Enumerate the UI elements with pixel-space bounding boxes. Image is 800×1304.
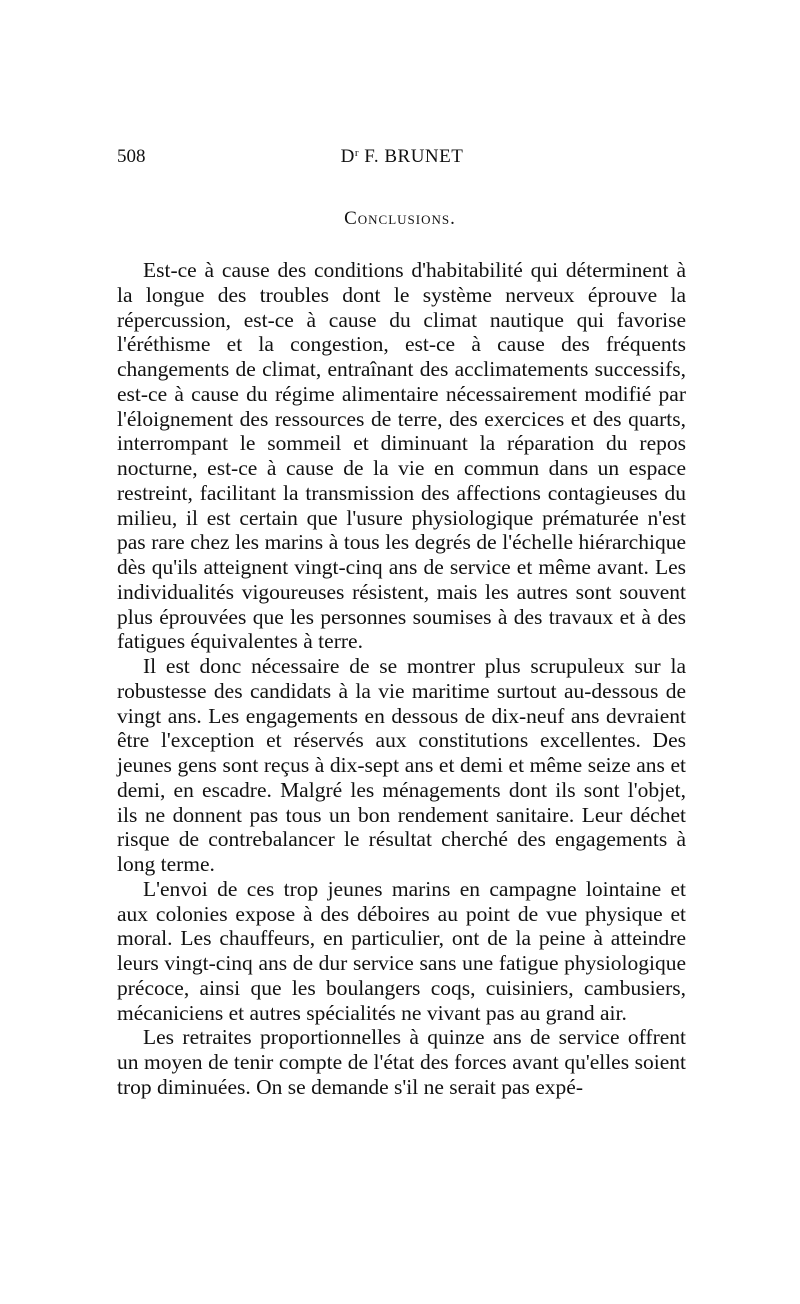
author-prefix: D xyxy=(340,146,355,167)
author-name: F. BRUNET xyxy=(359,146,464,167)
running-head xyxy=(117,146,687,168)
paragraph-4: Les retraites proportionnelles à quinze ans de service offrent un moyen de tenir compte de l'état des forces avant qu'elles soient trop diminuées. On se demande s'il ne serait pas expé- xyxy=(117,1025,686,1099)
section-title: Conclusions. xyxy=(344,208,456,229)
paragraph-3: L'envoi de ces trop jeunes marins en campagne lointaine et aux colonies expose à des déboires au point de vue physique et moral. Les chauffeurs, en particulier, ont de la peine à atteindre leurs vingt-cinq ans de dur service sans une fatigue physiologique précoce, ainsi que les boulangers coqs, cuisiniers, cambusiers, mécaniciens et autres spécialités ne vivant pas au grand air. xyxy=(117,876,686,1025)
page-number: 508 xyxy=(117,146,146,167)
author-prefix-superscript: r xyxy=(354,147,360,159)
paragraph-1: Est-ce à cause des conditions d'habitabilité qui déterminent à la longue des troubles dont le système nerveux éprouve la répercussion, est-ce à cause du climat nautique qui favorise l'éréthisme et la congestion, est-ce à cause des fréquents changements de climat, entraînant des acclimatements successifs, est-ce à cause du régime alimentaire nécessairement modifié par l'éloignement des ressources de terre, des exercices et des quarts, interrompant le sommeil et diminuant la réparation du repos nocturne, est-ce à cause de la vie en commun dans un espace restreint, facilitant la transmission des affections contagieuses du milieu, il est certain que l'usure physiologique prématurée n'est pas rare chez les marins à tous les degrés de l'échelle hiérarchique dès qu'ils atteignent vingt-cinq ans de service et même avant. Les individualités vigoureuses résistent, mais les autres sont souvent plus éprouvées que les personnes soumises à des travaux et à des fatigues équivalentes à terre. xyxy=(117,258,686,654)
paragraph-2: Il est donc nécessaire de se montrer plus scrupuleux sur la robustesse des candidats à la vie maritime surtout au-dessous de vingt ans. Les engagements en dessous de dix-neuf ans devraient être l'exception et réservés aux constitutions excellentes. Des jeunes gens sont reçus à dix-sept ans et demi et même seize ans et demi, en escadre. Malgré les ménagements dont ils sont l'objet, ils ne donnent pas tous un bon rendement sanitaire. Leur déchet risque de contrebalancer le résultat cherché des engagements à long terme. xyxy=(117,654,686,876)
body-text xyxy=(117,258,686,1100)
page-header xyxy=(117,146,687,176)
